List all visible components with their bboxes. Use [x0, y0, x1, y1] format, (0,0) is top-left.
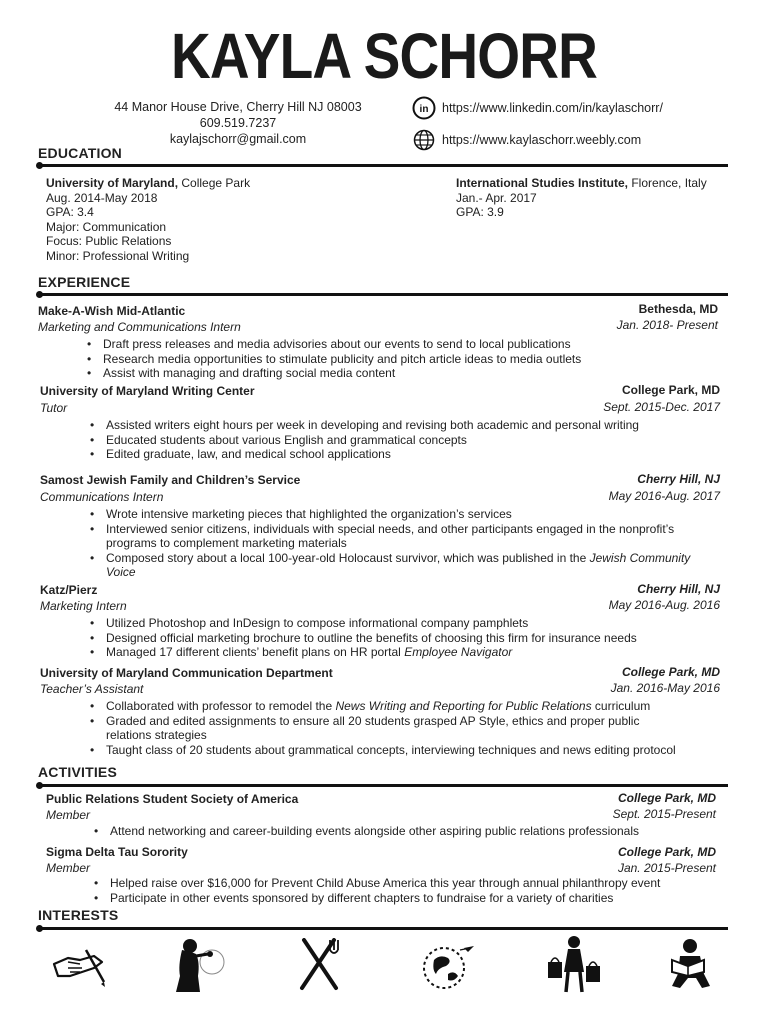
reading-icon: [664, 938, 716, 992]
rule-dot: [36, 782, 43, 789]
activity-org: Public Relations Student Society of America: [46, 792, 299, 806]
experience-heading: EXPERIENCE: [38, 274, 131, 290]
job-bullets: [103, 337, 581, 381]
bullet: • Research media opportunities to stimulate publicity and pitch article ideas to media outlets: [103, 352, 581, 367]
job-org: Katz/Pierz: [40, 583, 98, 597]
job-location: Cherry Hill, NJ: [637, 582, 720, 596]
bullet: • Participate in other events sponsored by different chapters to fundraise for a variety of charities: [110, 891, 660, 906]
job-role: Marketing Intern: [40, 599, 127, 613]
linkedin-row: [412, 96, 663, 120]
rule-dot: [36, 162, 43, 169]
website-link[interactable]: https://www.kaylaschorr.weebly.com: [442, 133, 642, 147]
activity-location: College Park, MD: [617, 845, 716, 859]
job-org: University of Maryland Writing Center: [40, 384, 255, 398]
linkedin-link[interactable]: https://www.linkedin.com/in/kaylaschorr/: [442, 101, 663, 115]
edu-dates: Aug. 2014-May 2018: [46, 190, 158, 205]
email[interactable]: kaylajschorr@gmail.com: [169, 132, 307, 146]
experience-rule: [38, 293, 728, 296]
edu-location: College Park: [178, 176, 251, 190]
activity-role: Member: [46, 808, 91, 822]
job-dates: May 2016-Aug. 2017: [608, 489, 720, 503]
job-org: Make-A-Wish Mid-Atlantic: [38, 304, 186, 318]
edu-umd: [46, 176, 250, 263]
job-bullets: [106, 418, 639, 462]
fork-knife-icon: [296, 938, 342, 992]
activity-location: College Park, MD: [617, 791, 716, 805]
bullet: • Collaborated with professor to remodel the News Writing and Reporting for Public Relations curriculum: [106, 699, 676, 714]
activity-bullets: [110, 876, 660, 905]
bullet: • Helped raise over $16,000 for Prevent Child Abuse America this year through annual philanthropy event: [110, 876, 660, 891]
job-location: College Park, MD: [621, 665, 720, 679]
edu-major: Major: Communication: [46, 219, 167, 234]
bullet: • Assisted writers eight hours per week in developing and revising both academic and personal writing: [106, 418, 639, 433]
activity-role: Member: [46, 861, 91, 875]
job-location: College Park, MD: [621, 383, 720, 397]
job-bullets: [106, 699, 676, 757]
bullet: • Edited graduate, law, and medical school applications: [106, 447, 639, 462]
activities-heading: ACTIVITIES: [38, 764, 118, 780]
job-role: Tutor: [40, 401, 68, 415]
globe-travel-icon: [418, 940, 476, 992]
linkedin-icon: [412, 96, 436, 120]
job-dates: May 2016-Aug. 2016: [608, 598, 720, 612]
bullet: • Wrote intensive marketing pieces that highlighted the organization’s services: [106, 507, 690, 522]
job-location: Cherry Hill, NJ: [637, 472, 720, 486]
activity-dates: Sept. 2015-Present: [612, 807, 716, 821]
bullet: • Designed official marketing brochure to outline the benefits of choosing this firm for insurance needs: [106, 631, 637, 646]
bullet: • Composed story about a local 100-year-old Holocaust survivor, which was published in the Jewish Community Voice: [106, 551, 690, 580]
shopping-icon: [546, 934, 602, 994]
edu-gpa: GPA: 3.4: [46, 205, 94, 219]
edu-focus: Focus: Public Relations: [46, 234, 172, 248]
writing-hand-icon: [50, 942, 106, 990]
bullet: • Educated students about various English and grammatical concepts: [106, 433, 639, 448]
interests-rule: [38, 927, 728, 930]
job-role: Communications Intern: [40, 490, 164, 504]
bullet: • Taught class of 20 students about grammatical concepts, interviewing techniques and news editing protocol: [106, 743, 676, 758]
bullet: • Assist with managing and drafting social media content: [103, 366, 581, 381]
job-org: Samost Jewish Family and Children’s Service: [40, 473, 301, 487]
activities-rule: [38, 784, 728, 787]
job-role: Teacher’s Assistant: [40, 682, 144, 696]
website-row: [412, 128, 641, 152]
resume-name: KAYLA SCHORR: [171, 20, 597, 92]
bullet: • Graded and edited assignments to ensure all 20 students grasped AP Style, ethics and proper public relations strategies: [106, 714, 676, 743]
bullet: • Interviewed senior citizens, individuals with special needs, and other participants engaged in the nonprofit’s programs to complement marketing materials: [106, 522, 690, 551]
phone: 609.519.7237: [199, 116, 277, 130]
activity-org: Sigma Delta Tau Sorority: [46, 845, 188, 859]
edu-minor: Minor: Professional Writing: [46, 248, 190, 263]
rule-dot: [36, 925, 43, 932]
edu-isi: [456, 176, 707, 220]
edu-gpa: GPA: 3.9: [456, 205, 504, 219]
address: 44 Manor House Drive, Cherry Hill NJ 08003: [114, 100, 362, 114]
svg-text:in: in: [419, 104, 429, 115]
globe-icon: [412, 128, 436, 152]
rule-dot: [36, 291, 43, 298]
activity-dates: Jan. 2015-Present: [617, 861, 716, 875]
job-dates: Jan. 2018- Present: [616, 318, 718, 332]
interests-heading: INTERESTS: [38, 907, 119, 923]
education-rule: [38, 164, 728, 167]
activity-bullets: [110, 824, 639, 839]
bullet: • Draft press releases and media advisories about our events to send to local publications: [103, 337, 581, 352]
edu-dates: Jan.- Apr. 2017: [456, 190, 537, 205]
bullet: • Managed 17 different clients’ benefit plans on HR portal Employee Navigator: [106, 645, 637, 660]
bullet: • Utilized Photoshop and InDesign to compose informational company pamphlets: [106, 616, 637, 631]
job-bullets: [106, 616, 637, 660]
edu-school: International Studies Institute,: [456, 176, 629, 190]
contact-info: [110, 99, 366, 147]
job-bullets: [106, 507, 690, 580]
job-dates: Sept. 2015-Dec. 2017: [603, 400, 720, 414]
edu-school: University of Maryland,: [46, 176, 179, 190]
bullet: • Attend networking and career-building events alongside other aspiring public relations professionals: [110, 824, 639, 839]
job-org: University of Maryland Communication Department: [40, 666, 333, 680]
job-location: Bethesda, MD: [638, 302, 718, 316]
education-heading: EDUCATION: [38, 145, 122, 161]
job-role: Marketing and Communications Intern: [38, 320, 241, 334]
singer-icon: [170, 936, 226, 992]
job-dates: Jan. 2016-May 2016: [610, 681, 720, 695]
edu-location: Florence, Italy: [628, 176, 707, 190]
